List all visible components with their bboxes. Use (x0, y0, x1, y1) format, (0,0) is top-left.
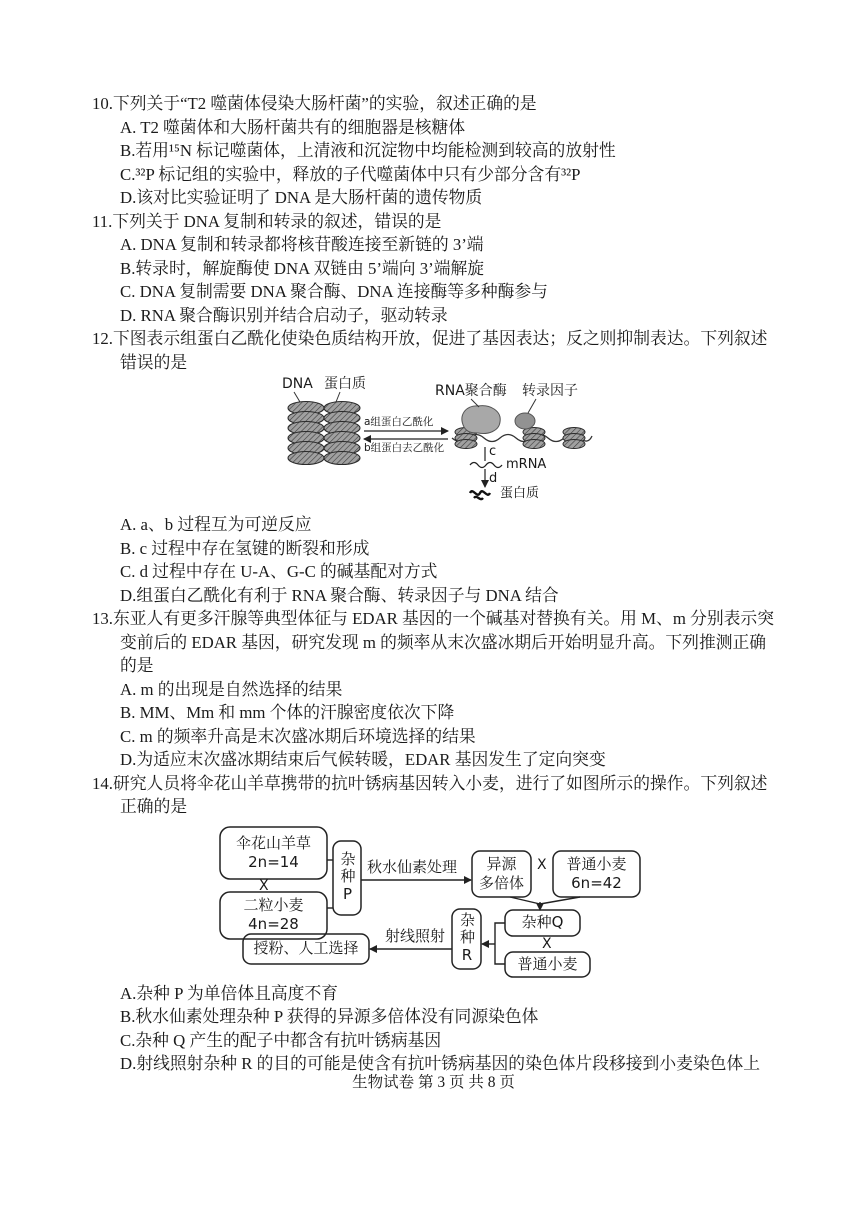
condensed-chromatin (288, 402, 360, 465)
parent2-text (220, 892, 327, 939)
q14-figure (92, 819, 792, 982)
q14-option-c: C.杂种 Q 产生的配子中都含有抗叶锈病基因 (120, 1030, 442, 1050)
common-wheat-merge-line (540, 897, 580, 904)
arrow-b-label: b组蛋白去乙酰化 (364, 442, 445, 454)
cross-symbol-2: X (537, 856, 547, 873)
dna-label: DNA (282, 376, 313, 392)
q12-stem-line-1: 12.下图表示组蛋白乙酰化使染色质结构开放，促进了基因表达；反之则抑制表达。下列叙述 (92, 329, 768, 348)
q12-figure (92, 374, 792, 513)
q12-option-a: A. a、b 过程互为可逆反应 (120, 515, 312, 534)
selection-text (243, 934, 369, 964)
step-d-label: d (489, 471, 498, 486)
mrna-label: mRNA (506, 457, 547, 472)
rna-polymerase-shape (462, 406, 500, 434)
page-footer: 生物试卷 第 3 页 共 8 页 (352, 1074, 515, 1091)
allopolyploid-text (472, 851, 531, 897)
protein-product-shape (470, 491, 490, 499)
hybrid-q-text (505, 910, 580, 936)
question-14 (92, 772, 792, 1076)
q10-option-d: D.该对比实验证明了 DNA 是大肠杆菌的遗传物质 (120, 188, 483, 207)
q13-stem-line-2: 变前后的 EDAR 基因，研究发现 m 的频率从末次盛冰期后开始明显升高。下列推测正确 (120, 632, 767, 652)
q13-option-c: C. m 的频率升高是末次盛冰期后环境选择的结果 (120, 726, 476, 746)
q10-option-c: C.³²P 标记组的实验中，释放的子代噬菌体中只有少部分含有³²P (120, 164, 581, 184)
q14-option-d: D.射线照射杂种 R 的目的可能是使含有抗叶锈病基因的染色体片段移接到小麦染色体上 (120, 1054, 761, 1073)
parent2-ploidy: 4n=28 (248, 915, 299, 933)
q10-option-b: B.若用¹⁵N 标记噬菌体，上清液和沉淀物中均能检测到较高的放射性 (120, 141, 616, 160)
q12-option-b: B. c 过程中存在氢键的断裂和形成 (120, 538, 370, 558)
hybrid-p-text (333, 841, 361, 915)
allopolyploid-merge-line (510, 897, 540, 904)
nucleosome-disc (324, 452, 360, 465)
irradiation-label: 射线照射 (385, 926, 446, 945)
arrow-a-label: a组蛋白乙酰化 (364, 416, 434, 428)
nucleosome-disc (563, 440, 585, 449)
question-10 (92, 92, 792, 210)
rna-polymerase-label: RNA聚合酶 (435, 383, 507, 399)
parent1-ploidy: 2n=14 (248, 852, 299, 871)
q14-option-b: B.秋水仙素处理杂种 P 获得的异源多倍体没有同源染色体 (120, 1007, 539, 1026)
protein-label: 蛋白质 (324, 376, 366, 392)
q13-stem-line-1: 13.东亚人有更多汗腺等典型体征与 EDAR 基因的一个碱基对替换有关。用 M、m 分别表示突 (92, 609, 774, 628)
q14-option-a: A.杂种 P 为单倍体且高度不育 (120, 983, 339, 1003)
nucleosome-disc (288, 452, 324, 465)
colchicine-label: 秋水仙素处理 (367, 857, 458, 876)
common-wheat-text (553, 851, 640, 897)
product-protein-label: 蛋白质 (500, 486, 540, 501)
hybrid-q-bracket (495, 923, 505, 964)
q11-option-b: B.转录时，解旋酶使 DNA 双链由 5’端向 3’端解旋 (120, 258, 485, 278)
parent1-text (220, 827, 327, 879)
allopolyploid-line-1: 异源 (486, 854, 517, 873)
cross-symbol-1: X (259, 877, 269, 894)
mrna-strand (470, 463, 502, 468)
q11-option-a: A. DNA 复制和转录都将核苷酸连接至新链的 3’端 (120, 235, 484, 254)
hybrid-r-text (452, 909, 481, 969)
q13-option-d: D.为适应末次盛冰期结束后气候转暖，EDAR 基因发生了定向突变 (120, 750, 606, 769)
question-11 (92, 210, 792, 328)
backcross-wheat-text (505, 952, 590, 977)
parent2-name: 二粒小麦 (243, 896, 304, 914)
q12-stem-line-2: 错误的是 (120, 352, 188, 372)
cross-symbol-3: X (542, 935, 552, 952)
q10-stem: 10.下列关于“T2 噬菌体侵染大肠杆菌”的实验，叙述正确的是 (92, 94, 537, 113)
q12-option-c: C. d 过程中存在 U-A、G-C 的碱基配对方式 (120, 562, 438, 581)
question-12 (92, 327, 792, 607)
parent1-name: 伞花山羊草 (235, 833, 311, 852)
nucleosome-disc (455, 440, 477, 449)
protein-pointer-line (336, 392, 340, 402)
q12-option-d: D.组蛋白乙酰化有利于 RNA 聚合酶、转录因子与 DNA 结合 (120, 585, 559, 605)
q11-option-d: D. RNA 聚合酶识别并结合启动子，驱动转录 (120, 305, 448, 325)
histone-acetylation-diagram (278, 375, 594, 509)
wheat-breeding-flowchart (212, 820, 662, 980)
nucleosome-disc (523, 440, 545, 449)
selection-label: 授粉、人工选择 (253, 939, 359, 957)
q11-option-c: C. DNA 复制需要 DNA 聚合酶、DNA 连接酶等多种酶参与 (120, 282, 548, 301)
dna-pointer-line (294, 392, 300, 402)
q10-option-a: A. T2 噬菌体和大肠杆菌共有的细胞器是核糖体 (120, 117, 466, 137)
q14-stem-line-1: 14.研究人员将伞花山羊草携带的抗叶锈病基因转入小麦，进行了如图所示的操作。下列叙述 (92, 773, 768, 793)
backcross-wheat-label: 普通小麦 (517, 954, 578, 973)
hybrid-r-label: 杂种R (458, 911, 476, 966)
transcription-factor-pointer (528, 399, 536, 413)
step-c-label: c (489, 444, 497, 459)
common-wheat-name: 普通小麦 (566, 854, 627, 873)
q11-stem: 11.下列关于 DNA 复制和转录的叙述，错误的是 (92, 211, 442, 231)
transcription-factor-label: 转录因子 (522, 383, 578, 399)
allopolyploid-line-2: 多倍体 (478, 873, 524, 892)
common-wheat-ploidy: 6n=42 (571, 873, 622, 892)
question-13 (92, 607, 792, 772)
hybrid-p-label: 杂种P (338, 850, 357, 905)
q13-stem-line-3: 的是 (120, 656, 154, 675)
q13-option-b: B. MM、Mm 和 mm 个体的汗腺密度依次下降 (120, 703, 455, 722)
q14-stem-line-2: 正确的是 (120, 797, 188, 816)
transcription-factor-shape (515, 413, 535, 429)
q13-option-a: A. m 的出现是自然选择的结果 (120, 679, 343, 699)
hybrid-q-label: 杂种Q (521, 913, 564, 931)
question-list (92, 92, 792, 1076)
